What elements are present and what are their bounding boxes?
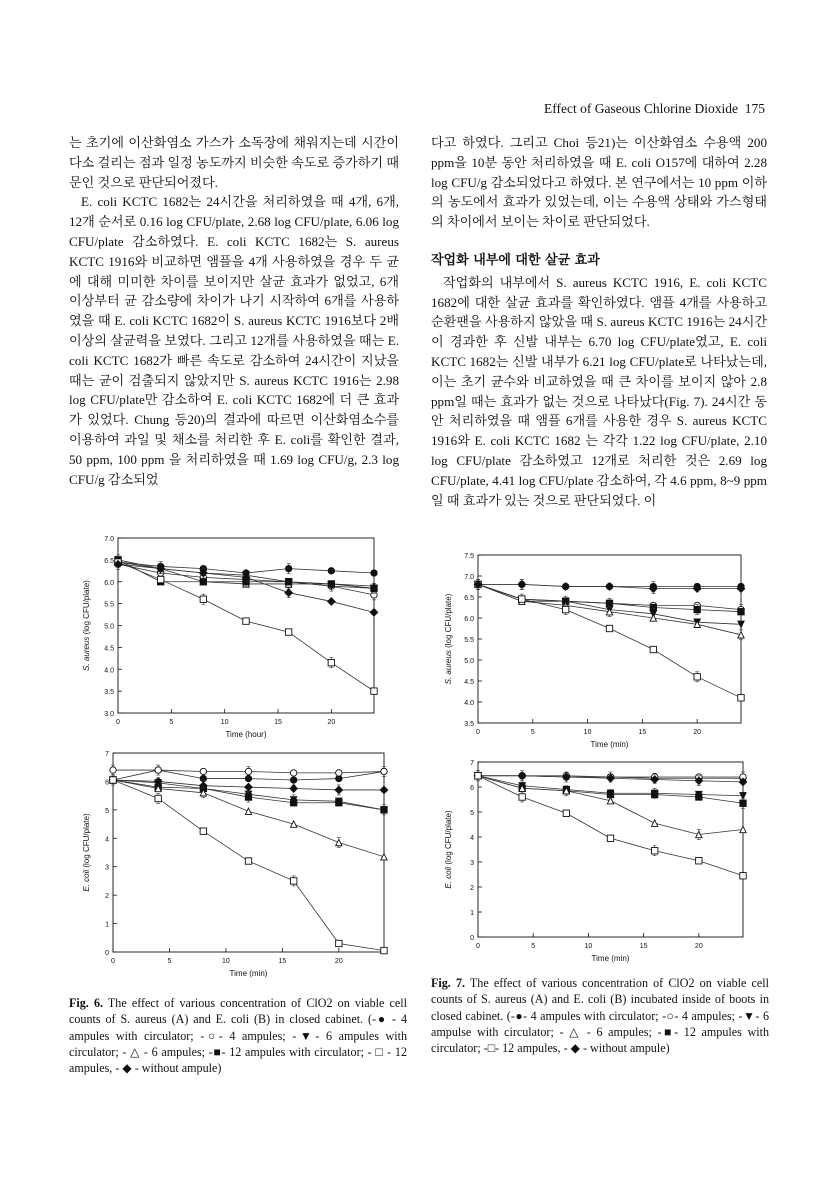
y-tick-label: 3.5: [104, 689, 114, 697]
x-tick-label: 15: [638, 729, 647, 736]
data-point: [200, 768, 206, 774]
x-tick-label: 15: [639, 943, 648, 950]
y-tick-label: 4: [470, 835, 474, 842]
y-axis-label: E. coli (log CFU/plate): [82, 813, 91, 892]
x-tick-label: 10: [220, 719, 229, 726]
x-tick-label: 5: [167, 958, 172, 965]
y-tick-label: 6: [105, 779, 109, 787]
data-point: [110, 767, 116, 773]
y-tick-label: 6: [470, 785, 474, 792]
data-point: [245, 794, 251, 800]
series-line: [113, 780, 384, 951]
y-tick-label: 5.5: [104, 601, 114, 609]
data-point: [328, 598, 336, 606]
y-tick-label: 7.0: [464, 574, 474, 581]
data-point: [740, 873, 746, 879]
x-tick-label: 15: [274, 719, 282, 726]
data-point: [694, 606, 700, 612]
y-tick-label: 0: [105, 950, 109, 957]
y-tick-label: 3.5: [464, 721, 474, 728]
x-tick-label: 20: [693, 729, 702, 736]
series-square-open: [110, 777, 387, 954]
left-paragraph-1: 는 초기에 이산화염소 가스가 소독장에 채워지는데 시간이 다소 걸리는 점과 일정 농도까지 비슷한 속도로 증가하기 때문인 것으로 판단되어졌다.: [69, 135, 399, 190]
right-paragraph-1: 다고 하였다. 그리고 Choi 등21)는 이산화염소 수용액 200 ppm을 10분 동안 처리하였을 때 E. coli O157에 대하여 2.28 log CFU/g 감소되었다고 하였다. 본 연구에서는 10 ppm 이하의 농도에서 효과가 있었는데, 이는 수용액 상태와 가스형태의 차이에서 보이는 차이로 판단되었다.: [431, 135, 767, 230]
x-tick-label: 0: [476, 729, 480, 736]
data-point: [518, 772, 526, 780]
y-tick-label: 3.0: [104, 711, 114, 718]
data-point: [200, 579, 206, 585]
data-point: [285, 589, 293, 597]
data-point: [381, 768, 387, 774]
series-square-open: [475, 773, 746, 879]
data-point: [563, 810, 569, 816]
data-point: [110, 777, 116, 783]
series-circle-open: [110, 765, 387, 776]
data-point: [562, 606, 568, 612]
data-point: [290, 777, 296, 783]
fig7a-chart: [442, 547, 757, 757]
data-point: [738, 695, 744, 701]
data-point: [651, 820, 657, 826]
y-axis-label: E. coli (log CFU/plate): [444, 810, 453, 889]
data-point: [607, 835, 613, 841]
data-point: [155, 767, 161, 773]
page-number: 175: [744, 101, 765, 116]
right-paragraph-2: 작업화의 내부에서 S. aureus KCTC 1916, E. coli KCTC 1682에 대한 살균 효과를 확인하였다. 앰플 4개를 사용하고 순환팬을 사용하지 않았을 때 S. aureus KCTC 1916는 24시간이 경과한 후 신발 내부는 6.70 log CFU/plate였고, E. coli KCTC 1682는 신발 내부가 6.21 log CFU/plate로 나타났는데, 이는 초기 균수와 비교하였을 때 큰 차이를 보이지 않아 2.8 ppm일 때는 효과가 없는 것으로 나타났다(Fig. 7). 24시간 동안 처리하였을 때 앰플 6개를 사용한 경우 S. aureus KCTC 1916와 E. coli KCTC 1682 는 각각 1.22 log CFU/plate, 2.10 log CFU/plate 감소하였고 12개로 처리한 것은 2.69 log CFU/plate, 4.41 log CFU/plate 감소하여, 각 4.6 ppm, 8~9 ppm일 때 효과가 있는 것으로 판단되었다. 이: [431, 274, 767, 508]
running-head: [544, 101, 765, 117]
data-point: [607, 798, 613, 804]
data-point: [200, 596, 206, 602]
series-diamond: [474, 772, 747, 786]
y-tick-label: 5.0: [104, 623, 114, 631]
y-tick-label: 2: [105, 893, 109, 901]
y-tick-label: 4.5: [104, 645, 114, 653]
y-tick-label: 4.0: [104, 667, 114, 675]
y-tick-label: 6.0: [104, 579, 114, 587]
y-tick-label: 7.0: [104, 536, 114, 543]
plot-frame: [478, 762, 743, 937]
data-point: [371, 688, 377, 694]
x-tick-label: 20: [694, 943, 703, 950]
data-point: [650, 646, 656, 652]
y-tick-label: 6.0: [464, 616, 474, 623]
y-tick-label: 4: [105, 836, 109, 844]
data-point: [740, 800, 746, 806]
x-tick-label: 15: [278, 958, 287, 965]
x-tick-label: 5: [530, 729, 535, 736]
data-point: [696, 858, 702, 864]
data-point: [381, 854, 387, 860]
data-point: [336, 839, 342, 845]
data-point: [738, 632, 744, 638]
y-tick-label: 4.0: [464, 700, 474, 707]
data-point: [738, 609, 744, 615]
data-point: [606, 625, 612, 631]
series-diamond: [114, 560, 378, 616]
data-point: [606, 600, 612, 606]
data-point: [290, 821, 296, 827]
data-point: [290, 770, 296, 776]
y-tick-label: 3: [105, 864, 109, 872]
y-tick-label: 7.5: [464, 553, 474, 560]
figure-7-label: Fig. 7.: [431, 976, 466, 990]
data-point: [245, 808, 251, 814]
x-tick-label: 20: [334, 958, 343, 965]
data-point: [381, 807, 387, 813]
figure-7-text: The effect of various concentration of ClO2 on viable cell counts of S. aureus (A) and E. coli (B) incubated inside of boots in closed cabinet. (-●- 4 ampules with circulator; -○- 4 ampules; -▼- 6 ampulse with circulator; - △ - 6 ampules; -■- 12 ampules with circulator; -□- 12 ampules, - ◆ - without ampule): [431, 976, 769, 1056]
data-point: [157, 576, 163, 582]
x-tick-label: 10: [583, 729, 592, 736]
data-point: [562, 583, 570, 591]
data-point: [328, 568, 334, 574]
figure-6-caption: [69, 995, 407, 1076]
x-tick-label: 0: [116, 719, 120, 726]
fig6a-chart: [80, 530, 395, 745]
data-point: [606, 583, 614, 591]
y-tick-label: 2: [470, 885, 474, 892]
data-point: [370, 609, 378, 617]
data-point: [519, 794, 525, 800]
data-point: [328, 659, 334, 665]
x-tick-label: 10: [584, 943, 593, 950]
data-point: [155, 795, 161, 801]
y-axis-label: S. aureus (log CFU/plate): [82, 580, 91, 671]
figure-6-label: Fig. 6.: [69, 996, 104, 1010]
y-tick-label: 1: [105, 921, 109, 929]
data-point: [245, 768, 251, 774]
data-point: [245, 858, 251, 864]
left-column: [69, 133, 399, 489]
data-point: [336, 770, 342, 776]
x-axis-label: Time (min): [590, 740, 629, 749]
data-point: [475, 773, 481, 779]
data-point: [696, 794, 702, 800]
x-axis-label: Time (min): [591, 954, 630, 963]
data-point: [335, 786, 343, 794]
figure-7-caption: [431, 975, 769, 1056]
figure-6-text: The effect of various concentration of ClO2 on viable cell counts of S. aureus (A) and E. coli (B) in closed cabinet. (-● - 4 ampules with circulator; -○- 4 ampules; -▼- 6 ampules with circulator; - △ - 6 ampules; -■- 12 ampules with circulator; - □ - 12 ampules, - ◆ - without ampule): [69, 996, 407, 1076]
y-tick-label: 4.5: [464, 679, 474, 686]
fig6b-chart: [80, 748, 395, 985]
fig7b-chart: [442, 757, 757, 970]
data-point: [290, 800, 296, 806]
data-point: [519, 596, 525, 602]
y-tick-label: 7: [470, 760, 474, 767]
data-point: [200, 828, 206, 834]
data-point: [285, 629, 291, 635]
x-tick-label: 10: [222, 958, 230, 965]
data-point: [371, 585, 377, 591]
left-paragraph-2: E. coli KCTC 1682는 24시간을 처리하였을 때 4개, 6개, 12개 순서로 0.16 log CFU/plate, 2.68 log CFU/plate, 6.06 log CFU/plate 감소하였다. E. coli KCTC 1682는 S. aureus KCTC 1916와 비교하면 앰플을 4개 사용하였을 경우 두 균에 대해 미미한 차이를 보이지만 살균 효과가 없었고, 6개 이상부터 균 감소량에 차이가 나기 시작하여 6개를 사용하였을 때 E. coli KCTC 1682이 S. aureus KCTC 1916보다 2배 이상의 살균력을 보였다. 그리고 12개를 사용하였을 때는 E. coli KCTC 1682가 빠른 속도로 감소하여 24시간이 지났을 때는 균이 검출되지 않았지만 S. aureus KCTC 1916는 2.98 log CFU/plate만 감소하여 E. coli KCTC 1682에 더 큰 효과가 있었다. Chung 등20)의 결과에 따르면 이산화염소수를 이용하여 과일 및 채소를 처리한 후 E. coli를 확인한 결과, 50 ppm, 100 ppm 을 처리하였을 때 1.69 log CFU/g, 2.3 log CFU/g 감소되었: [69, 194, 399, 487]
data-point: [380, 786, 388, 794]
y-axis-label: S. aureus (log CFU/plate): [444, 593, 453, 685]
y-tick-label: 6.5: [104, 557, 114, 565]
data-point: [651, 848, 657, 854]
data-point: [694, 674, 700, 680]
data-point: [336, 800, 342, 806]
y-tick-label: 3: [470, 860, 474, 867]
x-tick-label: 0: [111, 958, 115, 965]
y-tick-label: 5.0: [464, 658, 474, 665]
data-point: [381, 947, 387, 953]
section-heading: 작업화 내부에 대한 살균 효과: [431, 252, 600, 268]
y-tick-label: 5: [105, 807, 109, 815]
x-tick-label: 5: [169, 719, 174, 726]
data-point: [243, 618, 249, 624]
plot-frame: [118, 538, 374, 713]
data-point: [245, 783, 253, 791]
data-point: [285, 579, 291, 585]
y-tick-label: 1: [470, 910, 474, 917]
data-point: [518, 581, 526, 589]
x-axis-label: Time (min): [229, 969, 268, 978]
data-point: [285, 565, 291, 571]
data-point: [336, 940, 342, 946]
x-axis-label: Time (hour): [225, 730, 267, 739]
y-tick-label: 6.5: [464, 595, 474, 602]
y-tick-label: 0: [470, 935, 474, 942]
data-point: [371, 570, 377, 576]
y-tick-label: 5.5: [464, 637, 474, 644]
x-tick-label: 20: [327, 719, 336, 726]
running-head-title: Effect of Gaseous Chlorine Dioxide: [544, 101, 738, 116]
x-tick-label: 5: [531, 943, 536, 950]
data-point: [290, 785, 298, 793]
x-tick-label: 0: [476, 943, 480, 950]
y-tick-label: 5: [470, 810, 474, 817]
data-point: [651, 791, 657, 797]
y-tick-label: 7: [105, 751, 109, 758]
data-point: [328, 581, 334, 587]
data-point: [290, 878, 296, 884]
plot-frame: [478, 555, 741, 723]
right-column: [431, 133, 767, 510]
